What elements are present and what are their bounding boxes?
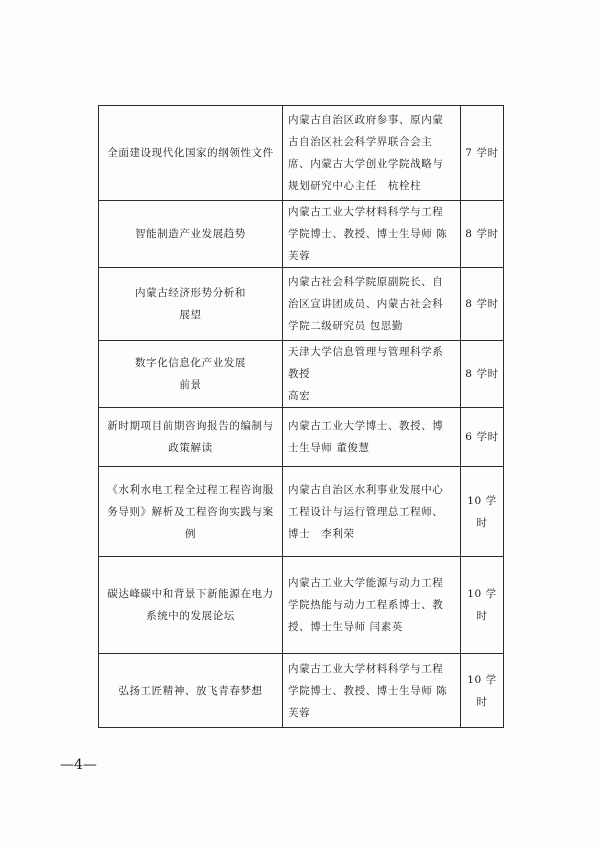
hours-cell xyxy=(461,201,504,268)
speaker-info: 内蒙古自治区政府参事、原内蒙古自治区社会科学界联合会主席、内蒙古大学创业学院战略与规划研究中心主任 杭栓柱 xyxy=(288,114,444,192)
page-number: —4— xyxy=(60,757,97,773)
course-title: 新时期项目前期咨询报告的编制与政策解读 xyxy=(107,420,274,454)
course-hours: 7 学时 xyxy=(465,147,499,159)
course-title-cell xyxy=(99,268,283,341)
speaker-info: 内蒙古工业大学材料科学与工程学院博士、教授、博士生导师 陈芙蓉 xyxy=(288,206,448,262)
course-title: 全面建设现代化国家的纲领性文件 xyxy=(107,147,274,159)
course-title-cell xyxy=(99,341,283,408)
speaker-info: 内蒙古工业大学能源与动力工程学院热能与动力工程系博士、教授、博士生导师 闫素英 xyxy=(288,577,444,633)
course-hours: 10 学 时 xyxy=(467,494,497,529)
table-row xyxy=(99,408,504,467)
course-title-cell xyxy=(99,408,283,467)
speaker-info: 内蒙古社会科学院原副院长、自治区宣讲团成员、内蒙古社会科学院二级研究员 包思勤 xyxy=(288,276,444,332)
course-hours: 8 学时 xyxy=(465,228,499,240)
course-title-cell xyxy=(99,201,283,268)
course-title-cell xyxy=(99,654,283,728)
course-hours: 8 学时 xyxy=(465,368,499,380)
speaker-cell xyxy=(283,654,461,728)
speaker-info: 天津大学信息管理与管理科学系教授 高宏 xyxy=(288,346,444,402)
hours-cell xyxy=(461,106,504,201)
speaker-info: 内蒙古工业大学材料科学与工程学院博士、教授、博士生导师 陈芙蓉 xyxy=(288,662,448,719)
course-title: 智能制造产业发展趋势 xyxy=(135,228,246,240)
speaker-cell xyxy=(283,408,461,467)
table-row xyxy=(99,341,504,408)
course-title: 弘扬工匠精神、放飞青春梦想 xyxy=(118,684,263,697)
course-title: 碳达峰碳中和背景下新能源在电力系统中的发展论坛 xyxy=(107,588,274,622)
hours-cell xyxy=(461,268,504,341)
course-title: 数字化信息化产业发展 前景 xyxy=(135,357,246,391)
course-title: 内蒙古经济形势分析和 展望 xyxy=(135,287,246,321)
speaker-cell xyxy=(283,201,461,268)
course-hours: 10 学 时 xyxy=(467,588,497,622)
speaker-cell xyxy=(283,106,461,201)
hours-cell xyxy=(461,467,504,557)
course-title-cell xyxy=(99,106,283,201)
speaker-info: 内蒙古自治区水利事业发展中心工程设计与运行管理总工程师、博士 李利荣 xyxy=(288,483,444,540)
speaker-info: 内蒙古工业大学博士、教授、博士生导师 董俊慧 xyxy=(288,420,444,454)
course-title-cell xyxy=(99,467,283,557)
speaker-cell xyxy=(283,467,461,557)
table-row xyxy=(99,654,504,728)
course-hours: 8 学时 xyxy=(465,298,499,310)
course-hours: 6 学时 xyxy=(465,431,499,443)
hours-cell xyxy=(461,654,504,728)
hours-cell xyxy=(461,408,504,467)
course-table xyxy=(98,105,504,728)
course-title-cell xyxy=(99,557,283,654)
speaker-cell xyxy=(283,557,461,654)
hours-cell xyxy=(461,557,504,654)
hours-cell xyxy=(461,341,504,408)
speaker-cell xyxy=(283,341,461,408)
course-hours: 10 学 时 xyxy=(467,673,497,708)
table-row xyxy=(99,557,504,654)
speaker-cell xyxy=(283,268,461,341)
table-row xyxy=(99,201,504,268)
course-title: 《水利水电工程全过程工程咨询服务导则》解析及工程咨询实践与案例 xyxy=(107,483,274,540)
table-row xyxy=(99,106,504,201)
table-row xyxy=(99,467,504,557)
table-row xyxy=(99,268,504,341)
